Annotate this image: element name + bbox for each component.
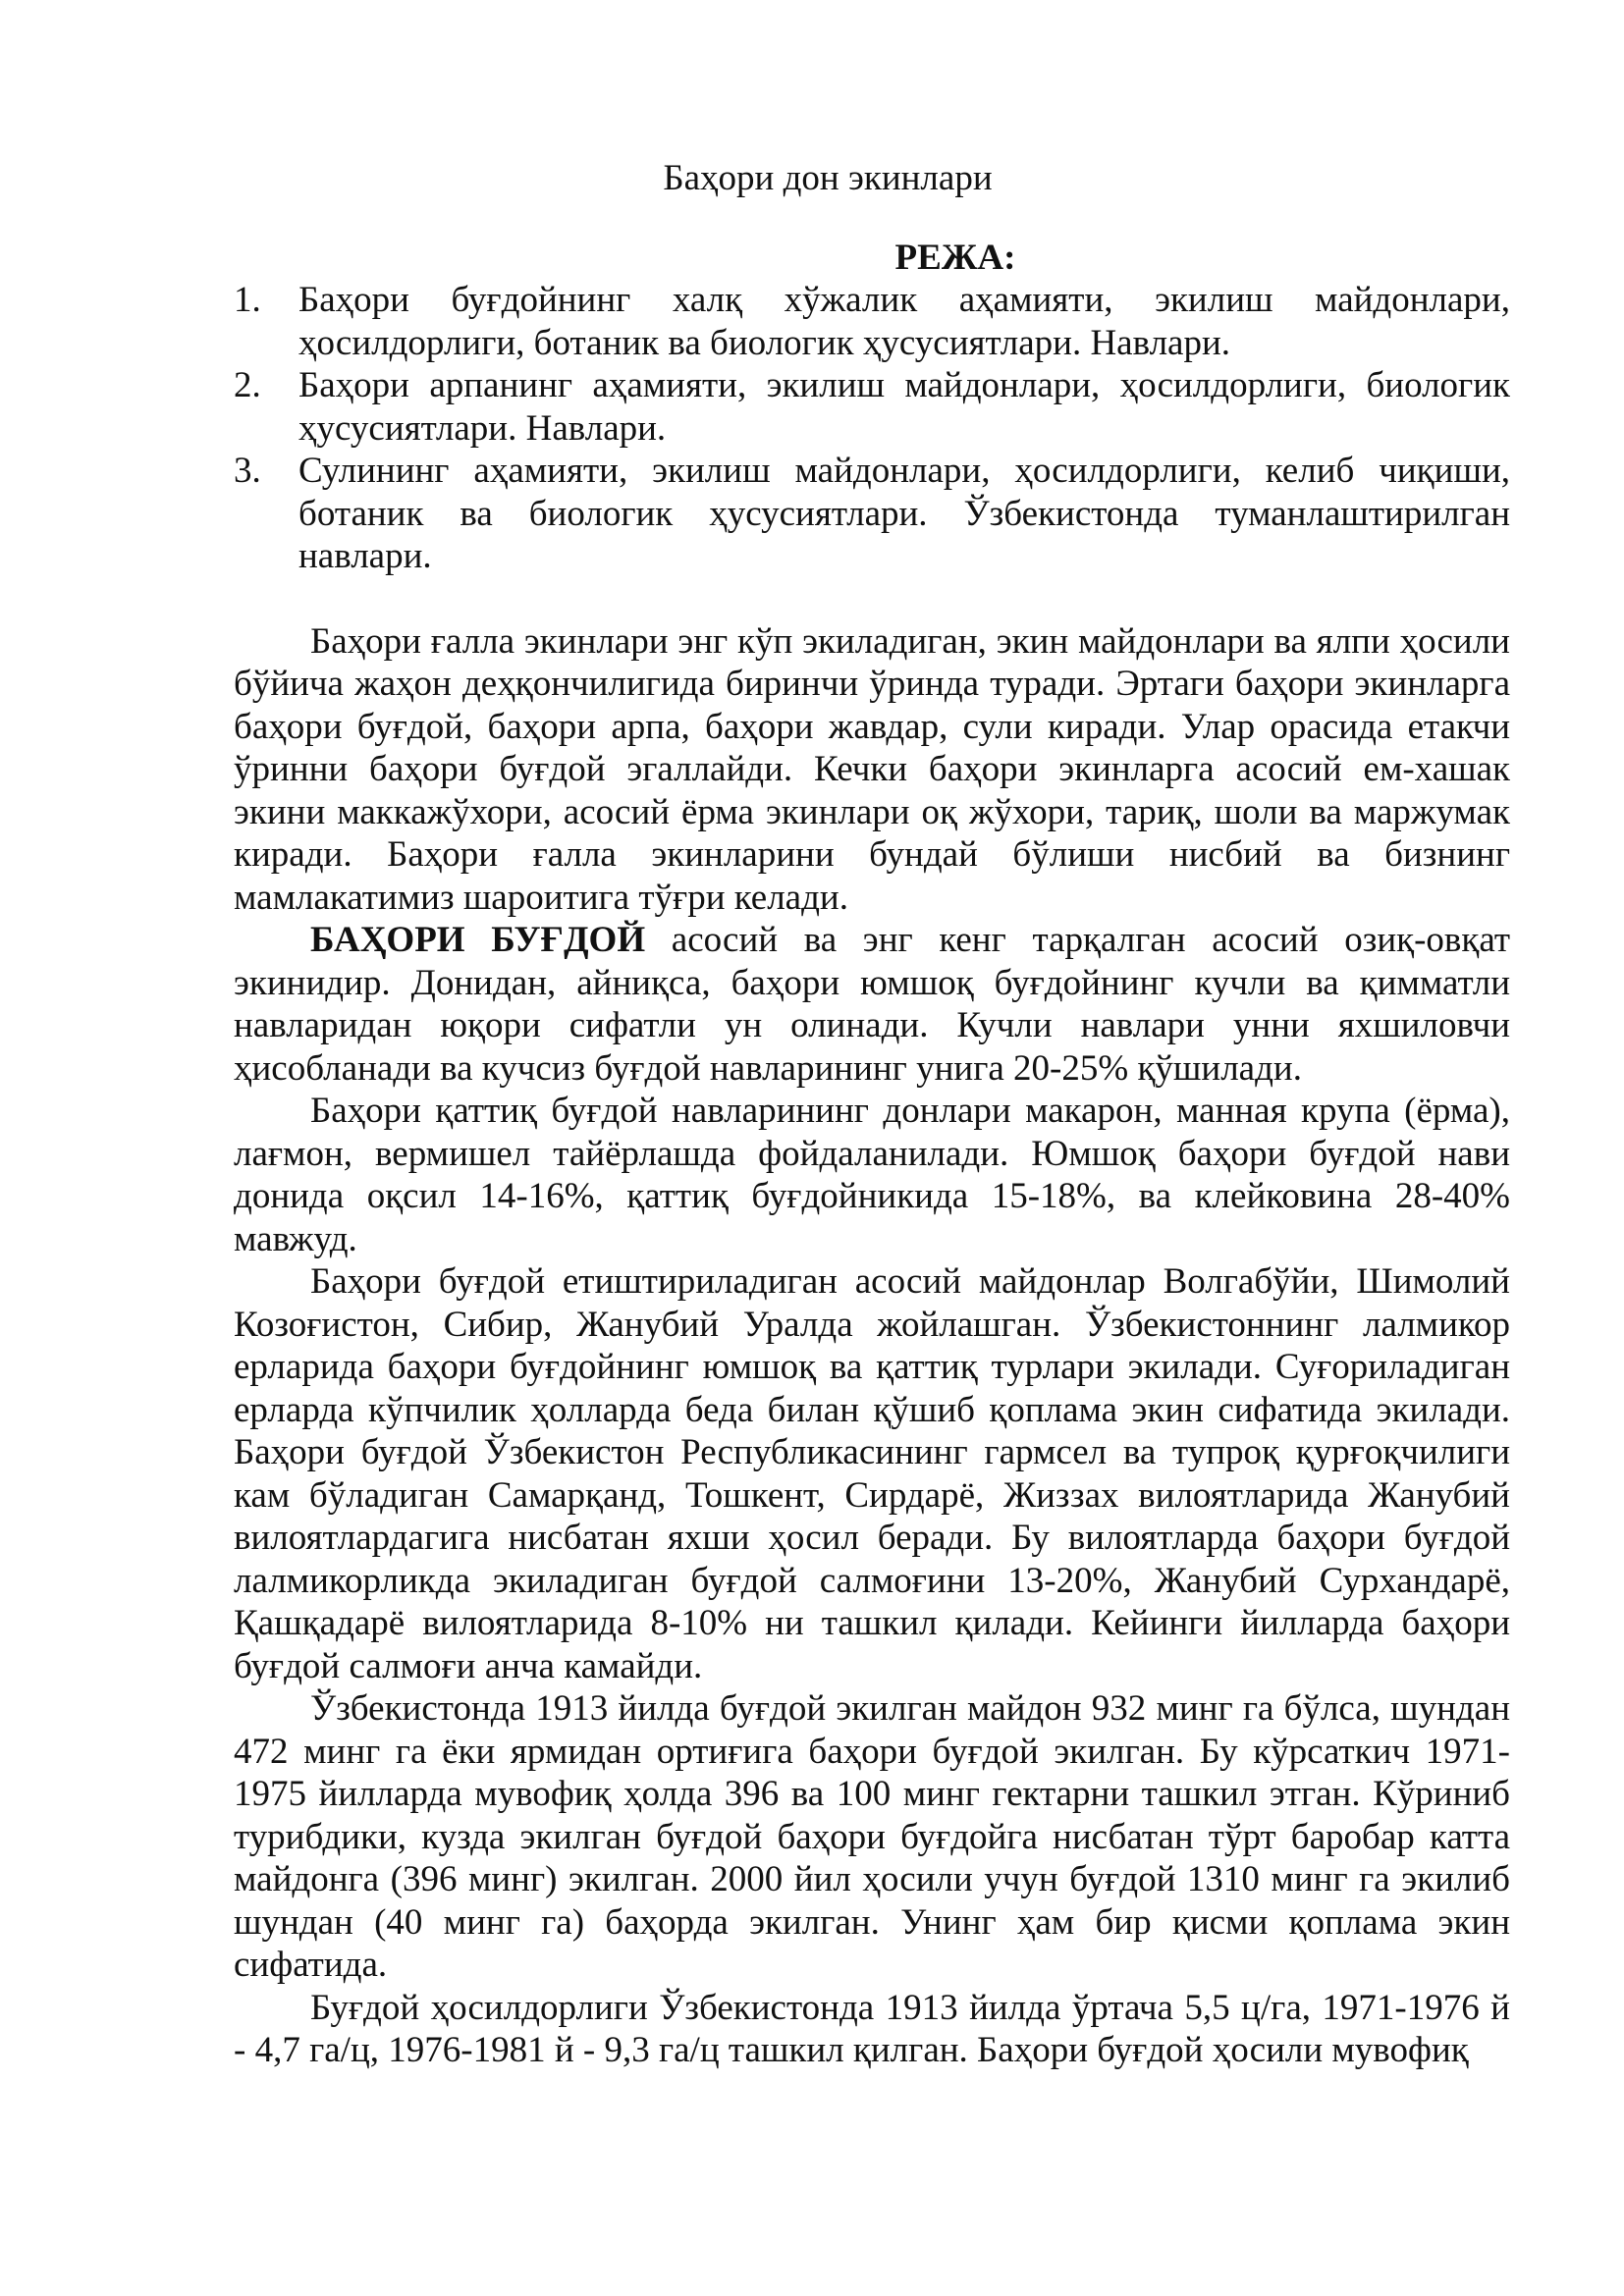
paragraph-text: Буғдой ҳосилдорлиги Ўзбекистонда 1913 йилда ўртача 5,5 ц/га, 1971-1976 й - 4,7 га/ц, 1976-1981 й - 9,3 га/ц ташкил қилган. Баҳори буғдой ҳосили мувофиқ xyxy=(234,1987,1510,2070)
plan-item xyxy=(234,364,1510,450)
plan-list xyxy=(234,279,1510,578)
paragraph-text: Баҳори ғалла экинлари энг кўп экиладиган, экин майдонлари ва ялпи ҳосили бўйича жаҳон деҳқончилигида биринчи ўринда туради. Эртаги баҳори экинларга баҳори буғдой, баҳори арпа, баҳори жавдар, сули киради. Улар орасида етакчи ўринни баҳори буғдой эгаллайди. Кечки баҳори экинларга асосий ем-хашак экини маккажўхори, асосий ёрма экинлари оқ жўхори, тариқ, шоли ва маржумак киради. Баҳори ғалла экинларини бундай бўлиши нисбий ва бизнинг мамлакатимиз шароитига тўғри келади. xyxy=(234,620,1510,918)
paragraph xyxy=(234,1687,1510,1987)
paragraph-lead: БАҲОРИ БУҒДОЙ xyxy=(310,920,646,960)
plan-item-number: 3. xyxy=(234,451,261,491)
paragraph-text: асосий ва энг кенг тарқалган асосий озиқ-овқат экинидир. Донидан, айниқса, баҳори юмшоқ буғдойнинг кучли ва қимматли навларидан юқори сифатли ун олинади. Кучли навлари унни яхшиловчи ҳисобланади ва кучсиз буғдой навларининг унига 20-25% қўшилади. xyxy=(234,920,1510,1089)
paragraph-text: Баҳори қаттиқ буғдой навларининг донлари макарон, манная крупа (ёрма), лағмон, вермишел тайёрлашда фойдаланилади. Юмшоқ баҳори буғдой нави донида оқсил 14-16%, қаттиқ буғдойникида 15-18%, ва клейковина 28-40% мавжуд. xyxy=(234,1091,1510,1259)
plan-item-text: Баҳори арпанинг аҳамияти, экилиш майдонлари, ҳосилдорлиги, биологик ҳусусиятлари. Навлари. xyxy=(298,365,1510,449)
plan-item-text: Сулининг аҳамияти, экилиш майдонлари, ҳосилдорлиги, келиб чиқиши, ботаник ва биологик ҳусусиятлари. Ўзбекистонда туманлаштирилган навлари. xyxy=(298,451,1510,576)
plan-item-number: 2. xyxy=(234,365,261,405)
plan-item-text: Баҳори буғдойнинг халқ хўжалик аҳамияти, экилиш майдонлари, ҳосилдорлиги, ботаник ва биологик ҳусусиятлари. Навлари. xyxy=(298,280,1510,363)
plan-heading: РЕЖА: xyxy=(894,237,1016,278)
paragraph xyxy=(234,1987,1510,2072)
document-title: Баҳори дон экинлари xyxy=(663,158,993,198)
document-page xyxy=(234,157,1510,2072)
paragraph xyxy=(234,1090,1510,1260)
plan-item-number: 1. xyxy=(234,280,261,320)
paragraph xyxy=(234,1260,1510,1687)
paragraph-text: Ўзбекистонда 1913 йилда буғдой экилган майдон 932 минг га бўлса, шундан 472 минг га ёки ярмидан ортиғига баҳори буғдой экилган. Бу кўрсаткич 1971-1975 йилларда мувофиқ ҳолда 396 ва 100 минг гектарни ташкил этган. Кўриниб турибдики, кузда экилган буғдой баҳори буғдойга нисбатан тўрт баробар катта майдонга (396 минг) экилган. 2000 йил ҳосили учун буғдой 1310 минг га экилиб шундан (40 минг га) баҳорда экилган. Унинг ҳам бир қисми қоплама экин сифатида. xyxy=(234,1688,1510,1985)
paragraph xyxy=(234,620,1510,920)
paragraph xyxy=(234,919,1510,1090)
paragraph-text: Баҳори буғдой етиштириладиган асосий майдонлар Волгабўйи, Шимолий Козоғистон, Сибир, Жанубий Уралда жойлашган. Ўзбекистоннинг лалмикор ерларида баҳори буғдойнинг юмшоқ ва қаттиқ турлари экилади. Суғориладиган ерларда кўпчилик ҳолларда беда билан қўшиб қоплама экин сифатида экилади. Баҳори буғдой Ўзбекистон Республикасининг гармсел ва тупроқ қурғоқчилиги кам бўладиган Самарқанд, Тошкент, Сирдарё, Жиззах вилоятларида Жанубий вилоятлардагига нисбатан яхши ҳосил беради. Бу вилоятларда баҳори буғдой лалмикорликда экиладиган буғдой салмоғини 13-20%, Жанубий Сурхандарё, Қашқадарё вилоятларида 8-10% ни ташкил қилади. Кейинги йилларда баҳори буғдой салмоғи анча камайди. xyxy=(234,1261,1510,1686)
plan-item xyxy=(234,450,1510,578)
body-text xyxy=(234,620,1510,2072)
plan-item xyxy=(234,279,1510,364)
